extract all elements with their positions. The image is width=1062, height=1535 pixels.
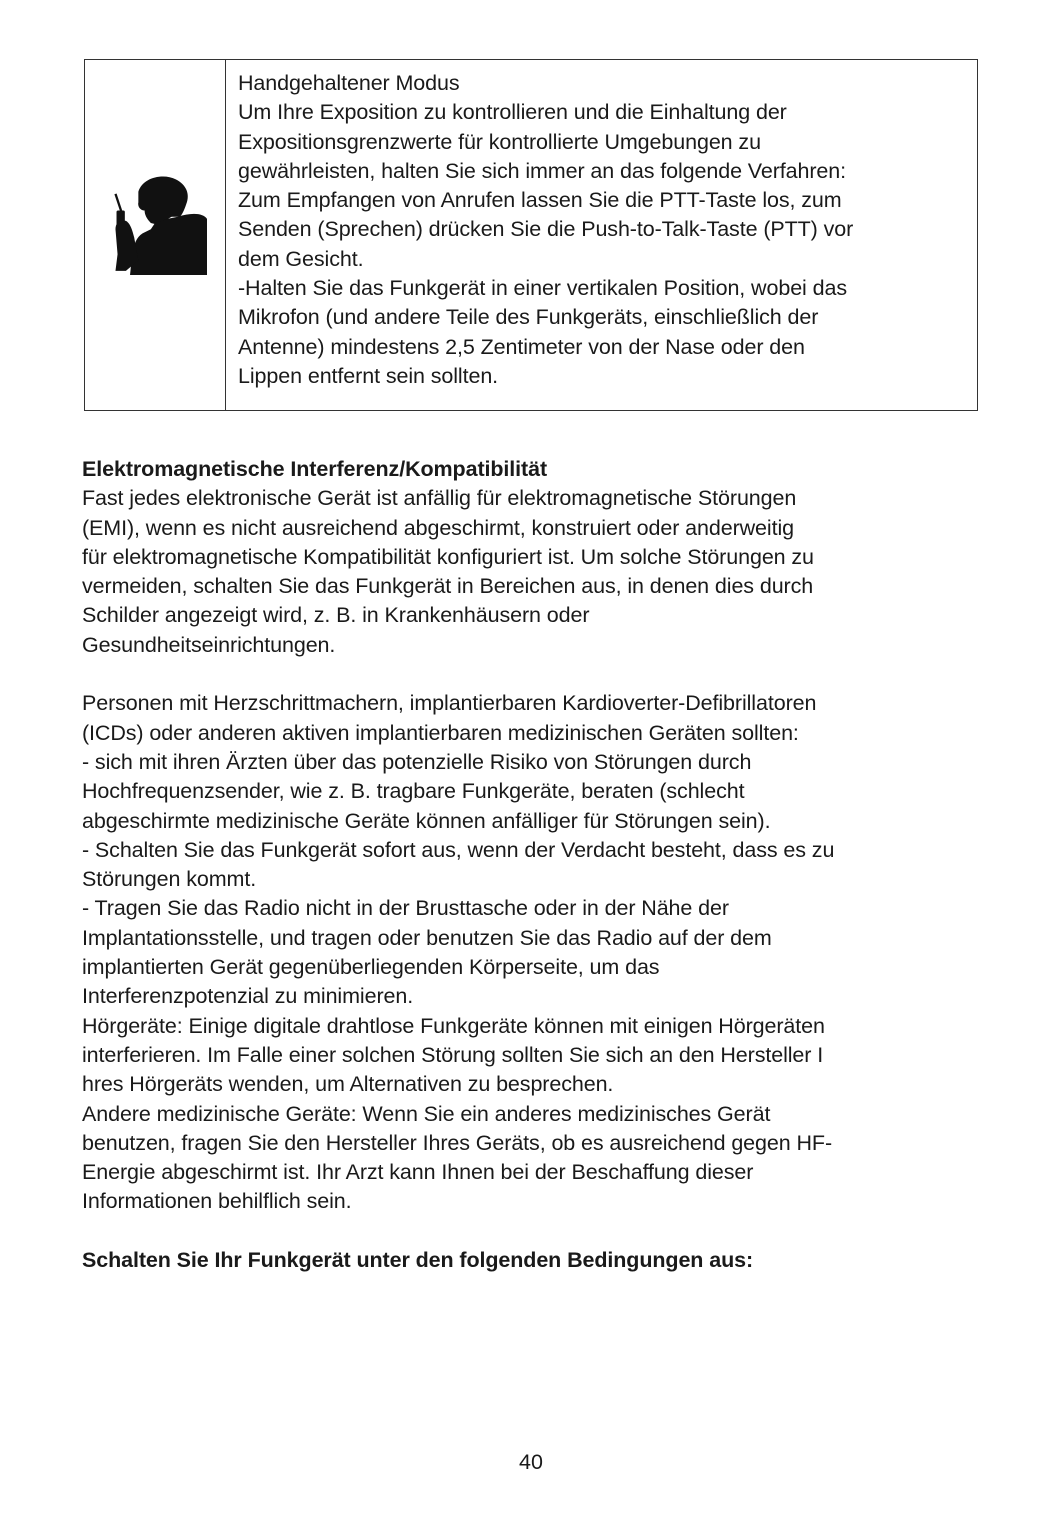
paragraph-gap xyxy=(82,1217,992,1246)
box-title: Handgehaltener Modus xyxy=(238,71,460,95)
box-line: Lippen entfernt sein sollten. xyxy=(238,363,499,388)
medical-line: - Schalten Sie das Funkgerät sofort aus, wenn der Verdacht besteht, dass es zu xyxy=(82,837,835,862)
paragraph-gap xyxy=(82,660,992,689)
emi-line: Fast jedes elektronische Gerät ist anfällig für elektromagnetische Störungen xyxy=(82,486,797,511)
page-number: 40 xyxy=(519,1450,543,1474)
handheld-text-cell xyxy=(226,60,977,410)
emi-line: vermeiden, schalten Sie das Funkgerät in Bereichen aus, in denen dies durch xyxy=(82,574,814,599)
medical-line: - sich mit ihren Ärzten über das potenzielle Risiko von Störungen durch xyxy=(82,749,752,774)
medical-line: interferieren. Im Falle einer solchen Störung sollten Sie sich an den Hersteller I xyxy=(82,1042,824,1067)
box-line: Antenne) mindestens 2,5 Zentimeter von der Nase oder den xyxy=(238,334,805,359)
medical-line: Implantationsstelle, und tragen oder benutzen Sie das Radio auf der dem xyxy=(82,925,772,950)
medical-line: implantierten Gerät gegenüberliegenden Körperseite, um das xyxy=(82,955,660,980)
box-line: Um Ihre Exposition zu kontrollieren und die Einhaltung der xyxy=(238,100,787,125)
medical-line: Störungen kommt. xyxy=(82,867,257,892)
emi-line: Schilder angezeigt wird, z. B. in Krankenhäusern oder xyxy=(82,603,590,628)
medical-line: - Tragen Sie das Radio nicht in der Brusttasche oder in der Nähe der xyxy=(82,896,729,921)
box-line: dem Gesicht. xyxy=(238,246,364,271)
box-line: Mikrofon (und andere Teile des Funkgeräts, einschließlich der xyxy=(238,305,819,330)
box-line: Expositionsgrenzwerte für kontrollierte Umgebungen zu xyxy=(238,129,761,154)
medical-line: benutzen, fragen Sie den Hersteller Ihres Geräts, ob es ausreichend gegen HF- xyxy=(82,1130,833,1155)
medical-line: hres Hörgeräts wenden, um Alternativen zu besprechen. xyxy=(82,1072,614,1097)
medical-line: abgeschirmte medizinische Geräte können anfälliger für Störungen sein). xyxy=(82,808,771,833)
emi-line: Gesundheitseinrichtungen. xyxy=(82,632,336,657)
medical-line: (ICDs) oder anderen aktiven implantierbaren medizinischen Geräten sollten: xyxy=(82,720,799,745)
document-body xyxy=(82,455,992,1275)
medical-line: Hörgeräte: Einige digitale drahtlose Funkgeräte können mit einigen Hörgeräten xyxy=(82,1013,825,1038)
switch-off-heading: Schalten Sie Ihr Funkgerät unter den folgenden Bedingungen aus: xyxy=(82,1248,754,1273)
box-line: gewährleisten, halten Sie sich immer an das folgende Verfahren: xyxy=(238,158,847,183)
icon-cell xyxy=(85,60,226,410)
medical-line: Andere medizinische Geräte: Wenn Sie ein anderes medizinisches Gerät xyxy=(82,1101,771,1126)
medical-line: Interferenzpotenzial zu minimieren. xyxy=(82,984,414,1009)
emi-heading: Elektromagnetische Interferenz/Kompatibilität xyxy=(82,457,548,481)
box-line: Zum Empfangen von Anrufen lassen Sie die PTT-Taste los, zum xyxy=(238,188,842,213)
medical-line: Personen mit Herzschrittmachern, implantierbaren Kardioverter-Defibrillatoren xyxy=(82,691,817,716)
medical-line: Energie abgeschirmt ist. Ihr Arzt kann Ihnen bei der Beschaffung dieser xyxy=(82,1160,754,1185)
handheld-mode-table xyxy=(84,59,978,411)
emi-line: (EMI), wenn es nicht ausreichend abgeschirmt, konstruiert oder anderweitig xyxy=(82,515,795,540)
box-line: -Halten Sie das Funkgerät in einer vertikalen Position, wobei das xyxy=(238,276,847,301)
person-with-radio-silhouette-icon xyxy=(103,171,207,275)
medical-line: Hochfrequenzsender, wie z. B. tragbare Funkgeräte, beraten (schlecht xyxy=(82,779,745,804)
box-line: Senden (Sprechen) drücken Sie die Push-to-Talk-Taste (PTT) vor xyxy=(238,217,854,242)
medical-line: Informationen behilflich sein. xyxy=(82,1189,352,1214)
emi-line: für elektromagnetische Kompatibilität konfiguriert ist. Um solche Störungen zu xyxy=(82,544,814,569)
